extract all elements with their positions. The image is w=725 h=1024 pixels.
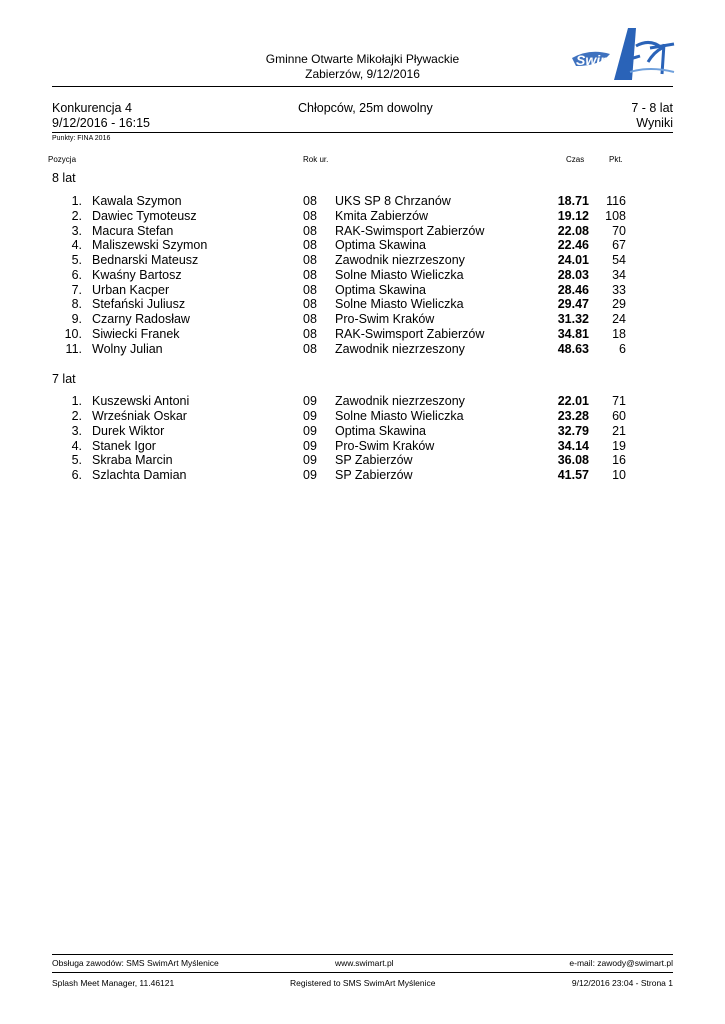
row-points: 60 (612, 409, 626, 423)
row-position: 1. (71, 394, 82, 408)
row-name: Durek Wiktor (92, 424, 165, 438)
event-number: Konkurencja 4 (52, 101, 132, 115)
row-name: Macura Stefan (92, 224, 174, 238)
row-position: 6. (71, 468, 82, 482)
row-time: 22.46 (557, 238, 589, 252)
row-position: 7. (71, 283, 82, 297)
age-group-label: 7 lat (52, 372, 76, 386)
row-name: Dawiec Tymoteusz (92, 209, 197, 223)
result-row (0, 224, 725, 239)
row-position: 6. (71, 268, 82, 282)
result-row (0, 409, 725, 424)
result-row (0, 424, 725, 439)
row-time: 32.79 (557, 424, 589, 438)
footer-software: Splash Meet Manager, 11.46121 (52, 978, 175, 988)
row-club: SP Zabierzów (335, 468, 413, 482)
event-type: Wyniki (636, 116, 673, 130)
row-points: 71 (612, 394, 626, 408)
col-header-time: Czas (566, 155, 585, 164)
row-points: 6 (619, 342, 626, 356)
row-time: 31.32 (557, 312, 589, 326)
svg-text:Swim: Swim (576, 52, 613, 68)
row-club: Optima Skawina (335, 424, 427, 438)
result-row (0, 209, 725, 224)
row-points: 54 (612, 253, 626, 267)
age-group-label: 8 lat (52, 171, 76, 185)
row-points: 29 (612, 297, 626, 311)
result-row (0, 297, 725, 312)
row-time: 28.46 (557, 283, 589, 297)
row-position: 5. (71, 253, 82, 267)
footer-rule-bottom (52, 972, 673, 973)
row-points: 108 (605, 209, 626, 223)
row-club: Zawodnik niezrzeszony (335, 342, 465, 356)
row-points: 33 (612, 283, 626, 297)
row-position: 1. (71, 194, 82, 208)
row-points: 19 (612, 439, 626, 453)
event-rule (52, 132, 673, 133)
footer-registered: Registered to SMS SwimArt Myślenice (290, 978, 436, 988)
header-rule (52, 86, 673, 87)
row-name: Czarny Radosław (92, 312, 190, 326)
row-position: 2. (71, 409, 82, 423)
result-row (0, 453, 725, 468)
row-club: RAK-Swimsport Zabierzów (335, 327, 485, 341)
meet-title: Gminne Otwarte Mikołajki Pływackie (265, 52, 460, 66)
row-year: 09 (303, 424, 317, 438)
row-name: Siwiecki Franek (92, 327, 180, 341)
row-year: 09 (303, 439, 317, 453)
event-age-range: 7 - 8 lat (631, 101, 673, 115)
points-note: Punkty: FINA 2016 (52, 135, 111, 142)
row-position: 3. (71, 424, 82, 438)
result-row (0, 439, 725, 454)
row-year: 09 (303, 409, 317, 423)
result-row (0, 268, 725, 283)
row-name: Wrześniak Oskar (92, 409, 187, 423)
event-datetime: 9/12/2016 - 16:15 (52, 116, 150, 130)
result-row (0, 342, 725, 357)
row-time: 34.81 (557, 327, 589, 341)
row-points: 67 (612, 238, 626, 252)
row-points: 16 (612, 453, 626, 467)
event-name: Chłopców, 25m dowolny (298, 101, 433, 115)
row-club: RAK-Swimsport Zabierzów (335, 224, 485, 238)
row-position: 8. (71, 297, 82, 311)
result-row (0, 394, 725, 409)
row-name: Skraba Marcin (92, 453, 173, 467)
row-position: 9. (71, 312, 82, 326)
result-row (0, 194, 725, 209)
row-year: 08 (303, 312, 317, 326)
footer-email[interactable]: e-mail: zawody@swimart.pl (569, 958, 673, 968)
row-points: 10 (612, 468, 626, 482)
meet-subtitle: Zabierzów, 9/12/2016 (305, 67, 420, 81)
row-time: 28.03 (557, 268, 589, 282)
row-time: 48.63 (557, 342, 589, 356)
row-club: Solne Miasto Wieliczka (335, 268, 464, 282)
row-name: Kawala Szymon (92, 194, 182, 208)
row-year: 08 (303, 327, 317, 341)
row-year: 08 (303, 268, 317, 282)
row-position: 11. (65, 342, 82, 356)
row-club: Solne Miasto Wieliczka (335, 297, 464, 311)
row-name: Wolny Julian (92, 342, 163, 356)
footer-page-info: 9/12/2016 23:04 - Strona 1 (571, 978, 673, 988)
row-name: Urban Kacper (92, 283, 170, 297)
footer-service: Obsługa zawodów: SMS SwimArt Myślenice (52, 958, 219, 968)
row-points: 24 (612, 312, 626, 326)
row-club: Pro-Swim Kraków (335, 439, 435, 453)
result-row (0, 283, 725, 298)
row-club: Zawodnik niezrzeszony (335, 394, 465, 408)
row-club: Pro-Swim Kraków (335, 312, 435, 326)
result-row (0, 238, 725, 253)
col-header-year: Rok ur. (303, 155, 329, 164)
row-club: Optima Skawina (335, 283, 427, 297)
row-name: Kwaśny Bartosz (92, 268, 182, 282)
col-header-position: Pozycja (48, 155, 77, 164)
swimart-logo (570, 22, 678, 86)
row-club: Kmita Zabierzów (335, 209, 429, 223)
row-time: 36.08 (557, 453, 589, 467)
row-position: 10. (64, 327, 82, 341)
row-time: 22.01 (557, 394, 589, 408)
row-year: 08 (303, 238, 317, 252)
row-year: 08 (303, 342, 317, 356)
row-name: Stanek Igor (92, 439, 156, 453)
row-club: SP Zabierzów (335, 453, 413, 467)
row-points: 34 (612, 268, 626, 282)
row-name: Maliszewski Szymon (92, 238, 208, 252)
row-position: 3. (71, 224, 82, 238)
row-points: 21 (612, 424, 626, 438)
row-club: UKS SP 8 Chrzanów (335, 194, 451, 208)
row-time: 18.71 (557, 194, 589, 208)
row-time: 41.57 (557, 468, 589, 482)
row-club: Zawodnik niezrzeszony (335, 253, 465, 267)
result-row (0, 468, 725, 483)
row-time: 29.47 (557, 297, 589, 311)
row-year: 09 (303, 394, 317, 408)
row-time: 19.12 (557, 209, 589, 223)
row-year: 08 (303, 283, 317, 297)
footer-rule-top (52, 954, 673, 955)
row-time: 34.14 (557, 439, 589, 453)
row-position: 4. (71, 238, 82, 252)
row-position: 2. (71, 209, 82, 223)
col-header-points: Pkt. (609, 155, 623, 164)
result-row (0, 327, 725, 342)
row-time: 24.01 (557, 253, 589, 267)
row-position: 4. (71, 439, 82, 453)
row-year: 09 (303, 453, 317, 467)
row-name: Szlachta Damian (92, 468, 187, 482)
row-year: 08 (303, 194, 317, 208)
row-year: 08 (303, 253, 317, 267)
result-row (0, 253, 725, 268)
row-year: 09 (303, 468, 317, 482)
row-position: 5. (71, 453, 82, 467)
footer-website[interactable]: www.swimart.pl (335, 958, 394, 968)
row-time: 22.08 (557, 224, 589, 238)
row-points: 70 (612, 224, 626, 238)
result-row (0, 312, 725, 327)
row-year: 08 (303, 297, 317, 311)
row-year: 08 (303, 209, 317, 223)
row-name: Bednarski Mateusz (92, 253, 199, 267)
row-club: Optima Skawina (335, 238, 427, 252)
row-name: Stefański Juliusz (92, 297, 186, 311)
row-points: 116 (606, 194, 626, 208)
row-points: 18 (612, 327, 626, 341)
row-club: Solne Miasto Wieliczka (335, 409, 464, 423)
row-time: 23.28 (557, 409, 589, 423)
row-name: Kuszewski Antoni (92, 394, 190, 408)
row-year: 08 (303, 224, 317, 238)
